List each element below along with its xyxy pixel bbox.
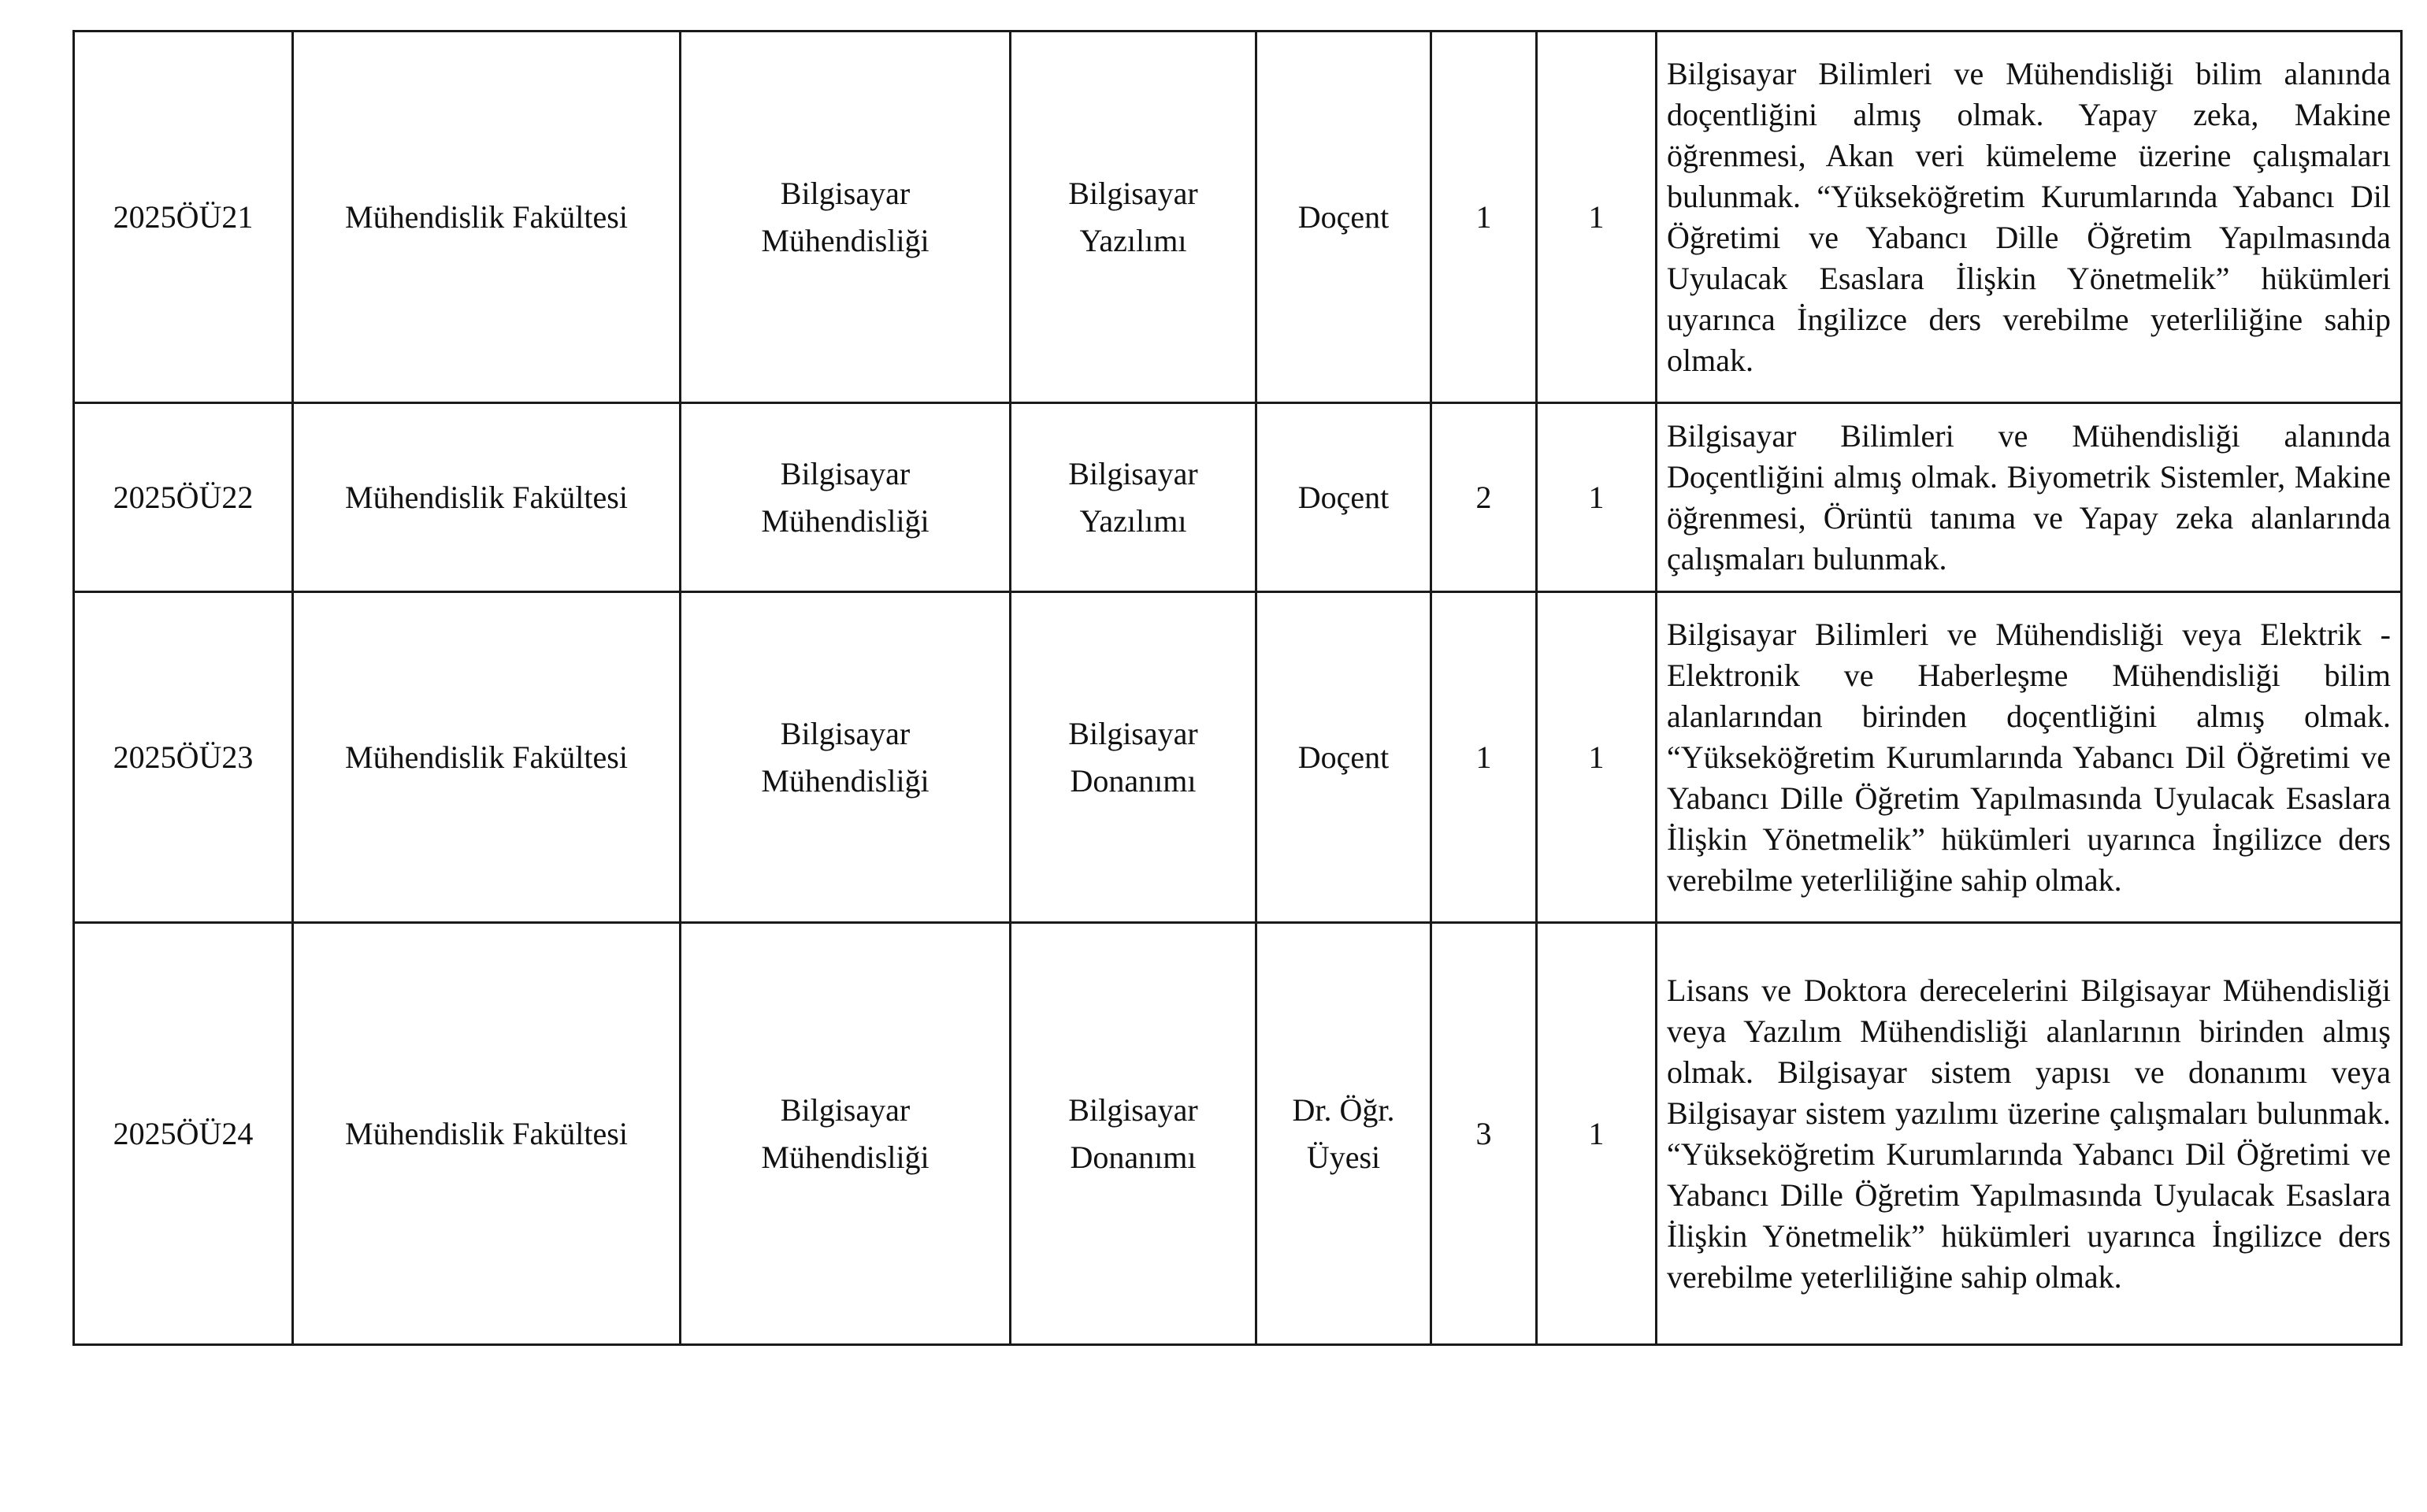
department-text: Mühendisliği [761,502,930,539]
table-row [74,32,2402,403]
degree-text: 1 [1475,198,1492,235]
discipline-text: Bilgisayar [1068,715,1198,751]
position-count-cell [1537,32,1657,403]
faculty-text: Mühendislik Fakültesi [345,479,628,515]
department-text: Mühendisliği [761,222,930,258]
degree-cell [1431,32,1537,403]
position-code-text: 2025ÖÜ23 [113,739,254,775]
academic-title-cell [1256,32,1431,403]
position-count-text: 1 [1588,739,1605,775]
discipline-cell [1011,32,1256,403]
faculty-cell [293,32,681,403]
requirements-text: Bilgisayar Bilimleri ve Mühendisliği bilim alanında doçentliğini almış olmak. Yapay zeka, Makine öğrenmesi, Akan veri kümeleme üzerine çalışmaları bulunmak. “Yükseköğretim Kurumlarında Yabancı Dil Öğretimi ve Yabancı Dille Öğretim Yapılmasında Uyulacak Esaslara İlişkin Yönetmelik” hükümleri uyarınca İngilizce ders verebilme yeterliliğine sahip olmak. [1667,55,2391,378]
degree-cell [1431,592,1537,923]
faculty-cell [293,592,681,923]
table-body [74,32,2402,1345]
department-cell [681,923,1011,1345]
table-row [74,403,2402,592]
discipline-cell [1011,592,1256,923]
table-row [74,923,2402,1345]
faculty-text: Mühendislik Fakültesi [345,198,628,235]
faculty-cell [293,923,681,1345]
academic-title-cell [1256,592,1431,923]
position-code-text: 2025ÖÜ22 [113,479,254,515]
position-count-cell [1537,403,1657,592]
discipline-text: Bilgisayar [1068,1091,1198,1128]
requirements-cell [1657,592,2402,923]
discipline-text: Yazılımı [1079,222,1187,258]
discipline-text: Donanımı [1070,1139,1197,1175]
discipline-text: Donanımı [1070,762,1197,799]
degree-text: 2 [1475,479,1492,515]
position-count-text: 1 [1588,479,1605,515]
discipline-text: Bilgisayar [1068,175,1198,211]
faculty-text: Mühendislik Fakültesi [345,739,628,775]
academic-title-text: Doçent [1297,198,1390,235]
discipline-text: Yazılımı [1079,502,1187,539]
table-row [74,592,2402,923]
department-text: Bilgisayar [780,455,911,491]
position-code-cell [74,403,293,592]
academic-title-text: Dr. Öğr. [1292,1091,1395,1128]
position-count-cell [1537,592,1657,923]
faculty-cell [293,403,681,592]
position-code-text: 2025ÖÜ21 [113,198,254,235]
requirements-text: Bilgisayar Bilimleri ve Mühendisliği veya Elektrik -Elektronik ve Haberleşme Mühendisliği bilim alanlarından birinden doçentliğini almış olmak. “Yükseköğretim Kurumlarında Yabancı Dil Öğretimi ve Yabancı Dille Öğretim Yapılmasında Uyulacak Esaslara İlişkin Yönetmelik” hükümleri uyarınca İngilizce ders verebilme yeterliliğine sahip olmak. [1667,616,2391,898]
department-text: Mühendisliği [761,762,930,799]
department-cell [681,592,1011,923]
position-count-text: 1 [1588,1115,1605,1151]
requirements-text: Bilgisayar Bilimleri ve Mühendisliği alanında Doçentliğini almış olmak. Biyometrik Sistemler, Makine öğrenmesi, Örüntü tanıma ve Yapay zeka alanlarında çalışmaları bulunmak. [1667,417,2391,576]
discipline-cell [1011,923,1256,1345]
discipline-cell [1011,403,1256,592]
position-count-text: 1 [1588,198,1605,235]
position-code-cell [74,923,293,1345]
degree-cell [1431,403,1537,592]
requirements-cell [1657,32,2402,403]
discipline-text: Bilgisayar [1068,455,1198,491]
degree-text: 1 [1475,739,1492,775]
academic-title-cell [1256,923,1431,1345]
department-text: Bilgisayar [780,1091,911,1128]
department-cell [681,403,1011,592]
department-text: Mühendisliği [761,1139,930,1175]
academic-title-text: Doçent [1297,479,1390,515]
department-text: Bilgisayar [780,175,911,211]
requirements-cell [1657,923,2402,1345]
academic-title-cell [1256,403,1431,592]
position-code-text: 2025ÖÜ24 [113,1115,254,1151]
degree-text: 3 [1475,1115,1492,1151]
academic-title-text: Doçent [1297,739,1390,775]
position-count-cell [1537,923,1657,1345]
requirements-text: Lisans ve Doktora derecelerini Bilgisayar Mühendisliği veya Yazılım Mühendisliği alanlarının birinden almış olmak. Bilgisayar sistem yapısı ve donanımı veya Bilgisayar sistem yazılımı üzerine çalışmaları bulunmak. “Yükseköğretim Kurumlarında Yabancı Dil Öğretimi ve Yabancı Dille Öğretim Yapılmasında Uyulacak Esaslara İlişkin Yönetmelik” hükümleri uyarınca İngilizce ders verebilme yeterliliğine sahip olmak. [1667,972,2391,1295]
faculty-text: Mühendislik Fakültesi [345,1115,628,1151]
position-code-cell [74,592,293,923]
position-table [72,30,2403,1346]
department-cell [681,32,1011,403]
position-code-cell [74,32,293,403]
department-text: Bilgisayar [780,715,911,751]
requirements-cell [1657,403,2402,592]
academic-title-text: Üyesi [1306,1139,1381,1175]
degree-cell [1431,923,1537,1345]
